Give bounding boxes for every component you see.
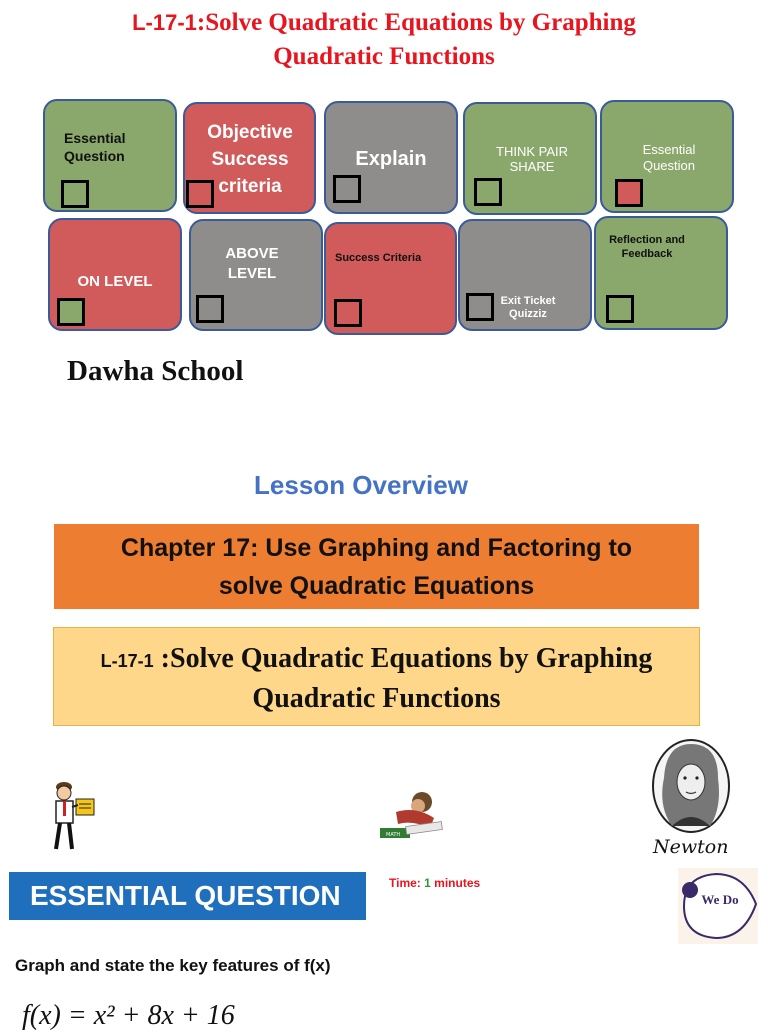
lesson-banner <box>53 627 700 726</box>
tile-label: Success Criteria <box>335 252 422 264</box>
tile-objective-success-criteria[interactable] <box>183 102 316 214</box>
teacher-clipart-icon <box>48 777 98 852</box>
tile-label: Explain <box>355 148 427 170</box>
checkbox[interactable] <box>186 180 214 208</box>
lesson-line-1: :Solve Quadratic Equations by Graphing <box>160 643 653 674</box>
time-value: 1 <box>424 876 431 890</box>
checkbox-checked[interactable] <box>57 298 85 326</box>
lesson-overview-heading: Lesson Overview <box>254 470 468 500</box>
tile-label: Objective Success criteria <box>207 122 293 197</box>
checkbox[interactable] <box>196 295 224 323</box>
tile-above-level[interactable] <box>189 219 323 331</box>
chapter-line-1: Chapter 17: Use Graphing and Factoring to <box>120 534 633 562</box>
svg-text:MATH: MATH <box>386 832 401 838</box>
tile-essential-question-2[interactable] <box>600 100 734 213</box>
tile-label: ON LEVEL <box>77 273 153 290</box>
checkbox[interactable] <box>466 293 494 321</box>
formula: f(x) = x² + 8x + 16 <box>22 1000 235 1031</box>
title-text: :Solve Quadratic Equations by Graphing <box>196 9 636 36</box>
tile-exit-ticket-quizziz[interactable] <box>458 219 592 331</box>
title-line-2: Quadratic Functions <box>273 43 495 70</box>
title-code: L-17-1 <box>132 10 197 35</box>
tile-label: Exit Ticket Quizziz <box>500 295 556 320</box>
tile-reflection-feedback[interactable] <box>594 216 728 330</box>
time-unit: minutes <box>434 876 481 890</box>
chapter-banner <box>54 524 699 609</box>
checkbox[interactable] <box>474 178 502 206</box>
checkbox[interactable] <box>606 295 634 323</box>
tile-on-level[interactable] <box>48 218 182 331</box>
tile-label: Essential Question <box>64 130 126 164</box>
newton-caption: Newton <box>653 836 729 858</box>
checkbox[interactable] <box>333 175 361 203</box>
lesson-line-2: Quadratic Functions <box>252 683 501 714</box>
tile-label: Essential Question <box>642 142 696 173</box>
school-name: Dawha School <box>67 355 244 387</box>
tile-label: Reflection and Feedback <box>609 234 685 260</box>
time-label: Time: <box>389 876 421 890</box>
checkbox[interactable] <box>61 180 89 208</box>
task-prompt: Graph and state the key features of f(x) <box>15 956 331 975</box>
checkbox[interactable] <box>334 299 362 327</box>
newton-portrait-icon <box>648 738 734 838</box>
tile-label: ABOVE LEVEL <box>225 245 279 282</box>
we-do-badge <box>678 868 758 944</box>
page-title <box>0 6 768 74</box>
tile-success-criteria[interactable] <box>324 222 457 335</box>
we-do-text: We Do <box>701 892 739 907</box>
checkbox-checked[interactable] <box>615 179 643 207</box>
lesson-code: L-17-1 <box>100 651 154 671</box>
timer <box>389 876 480 890</box>
tile-think-pair-share[interactable] <box>463 102 597 215</box>
essential-question-banner: ESSENTIAL QUESTION <box>9 872 366 920</box>
tile-explain[interactable] <box>324 101 458 214</box>
tile-essential-question[interactable] <box>43 99 177 212</box>
chapter-line-2: solve Quadratic Equations <box>218 572 535 600</box>
tile-label: THINK PAIR SHARE <box>496 144 568 174</box>
student-studying-icon <box>376 788 448 844</box>
